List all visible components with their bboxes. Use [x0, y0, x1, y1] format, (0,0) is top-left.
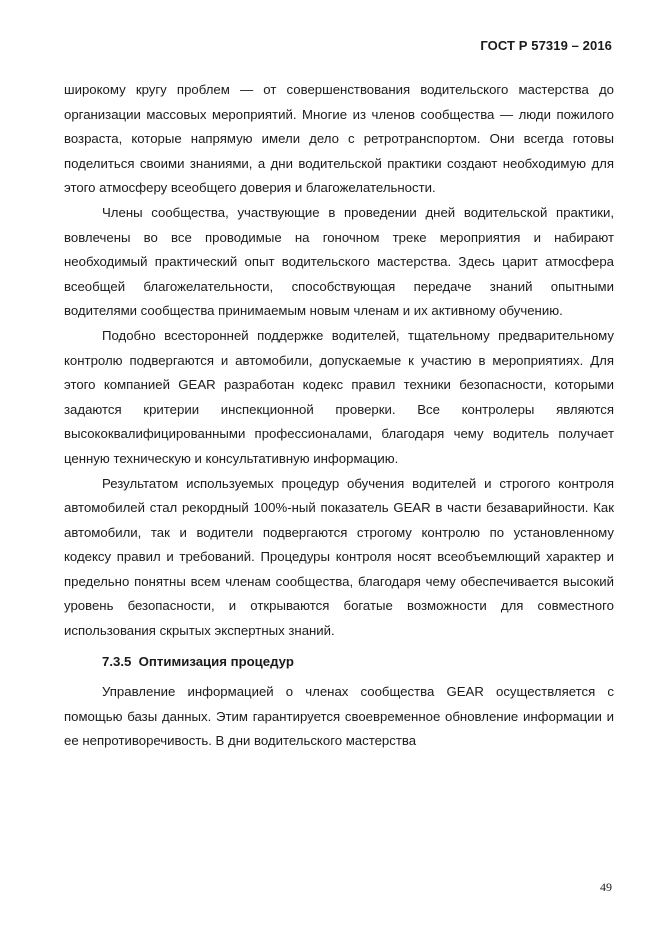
paragraph-continuation: широкому кругу проблем — от совершенствования водительского мастерства до организации массовых мероприятий. Многие из членов сообщества — люди пожилого возраста, которые напрямую имели дело с ретротранспортом. Они всегда готовы поделиться своими знаниями, а дни водительской практики создают необходимую для этого атмосферу всеобщего доверия и благожелательности.: [64, 82, 614, 196]
paragraph: Результатом используемых процедур обучения водителей и строгого контроля автомобилей стал рекордный 100%-ный показатель GEAR в части безаварийности. Как автомобили, так и водители подвергаются строгому контролю по установленному кодексу правил и требований. Процедуры контроля носят всеобъемлющий характер и предельно понятны всем членам сообщества, благодаря чему обеспечивается высокий уровень безопасности, и открываются богатые возможности для совместного использования скрытых экспертных знаний.: [64, 475, 614, 639]
document-code-header: ГОСТ Р 57319 – 2016: [480, 38, 612, 53]
section-number: 7.3.5: [102, 653, 132, 669]
document-body: [64, 78, 614, 754]
section-title: Оптимизация процедур: [138, 653, 294, 669]
page-number: 49: [600, 880, 612, 894]
paragraph: Члены сообщества, участвующие в проведении дней водительской практики, вовлечены во все проводимые на гоночном треке мероприятия и набирают необходимый практический опыт водительского мастерства. Здесь царит атмосфера всеобщей благожелательности, способствующая передаче знаний опытными водителями сообщества принимаемым новым членам и их активному обучению.: [64, 204, 614, 319]
paragraph: Подобно всесторонней поддержке водителей, тщательному предварительному контролю подвергаются и автомобили, допускаемые к участию в мероприятиях. Для этого компанией GEAR разработан кодекс правил техники безопасности, которыми задаются критерии инспекционной проверки. Все контролеры являются высококвалифицированными профессионалами, благодаря чему водитель получает ценную техническую и консультативную информацию.: [64, 327, 614, 466]
section-heading: [64, 650, 614, 675]
paragraph: Управление информацией о членах сообщества GEAR осуществляется с помощью базы данных. Этим гарантируется своевременное обновление информации и ее непротиворечивость. В дни водительского мастерства: [64, 684, 614, 749]
